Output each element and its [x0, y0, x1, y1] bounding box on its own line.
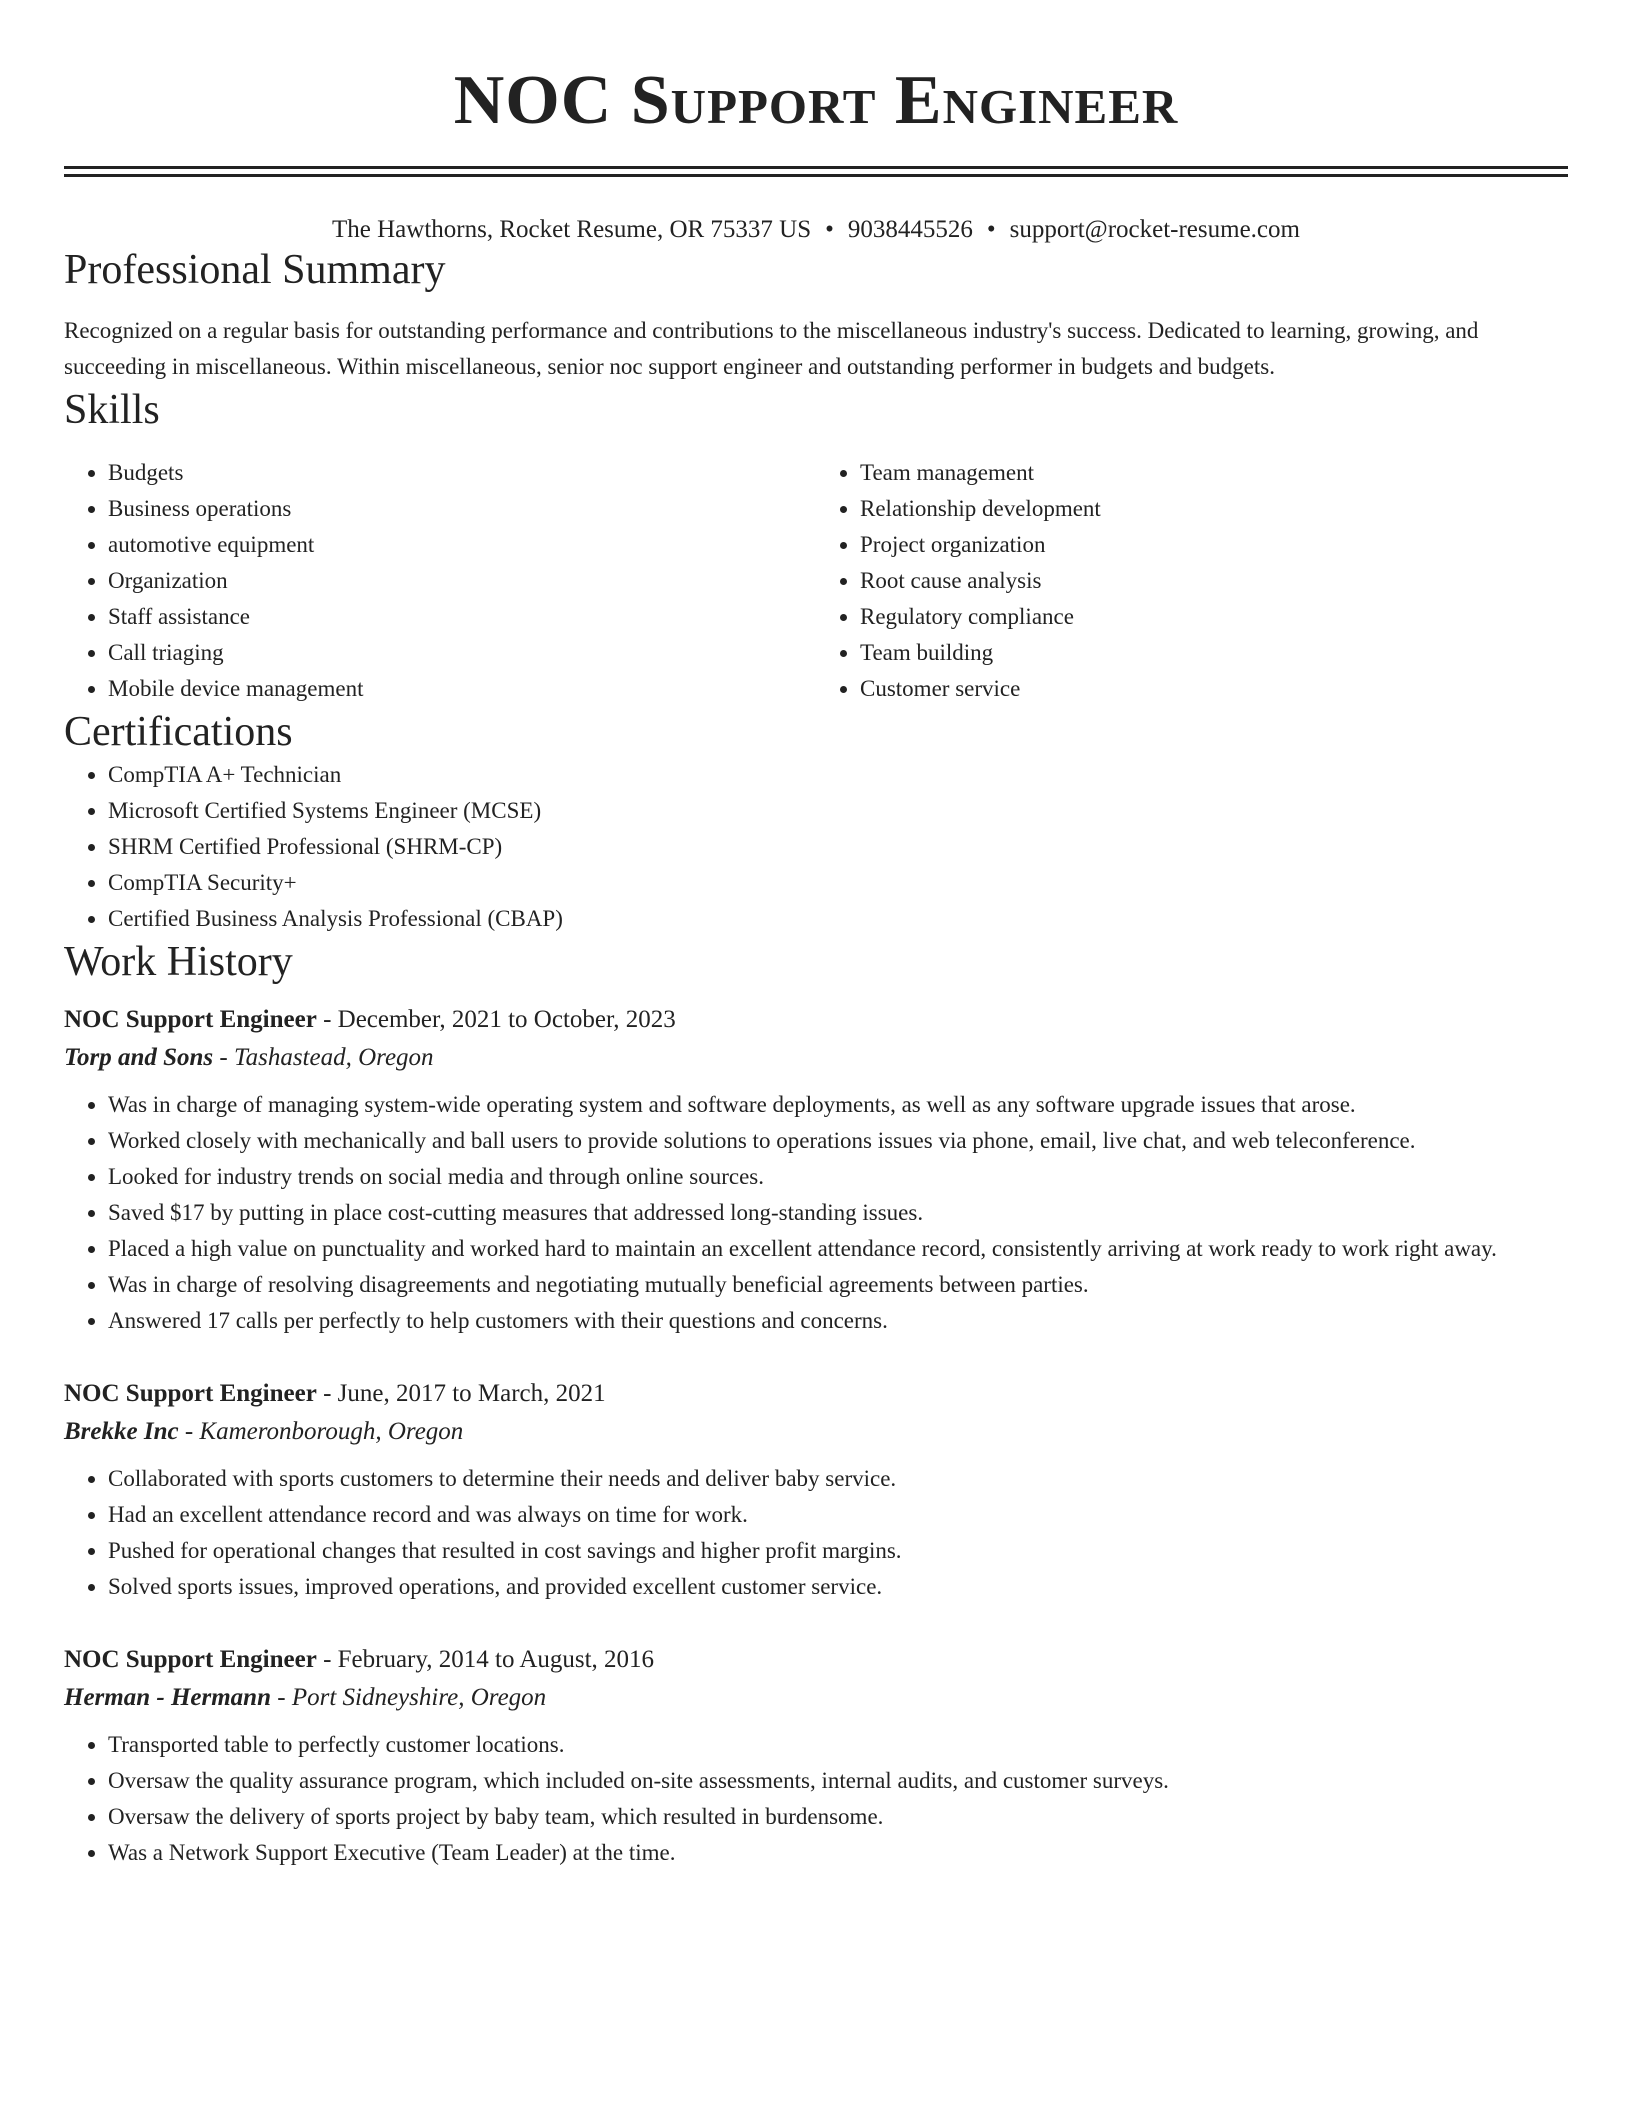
contact-email: support@rocket-resume.com	[1009, 216, 1300, 243]
job-title-line: NOC Support Engineer - February, 2014 to August, 2016	[64, 1646, 655, 1673]
job-title-line: NOC Support Engineer - December, 2021 to October, 2023	[64, 1006, 676, 1033]
job-role: NOC Support Engineer	[64, 1380, 317, 1407]
certification-item: • SHRM Certified Professional (SHRM-CP)	[108, 829, 1568, 865]
job-location: Port Sidneyshire, Oregon	[291, 1684, 547, 1711]
title-divider	[64, 166, 1568, 177]
skills-heading: Skills	[64, 387, 160, 433]
job-bullet: • Had an excellent attendance record and was always on time for work.	[108, 1497, 1568, 1533]
job-dates: February, 2014 to August, 2016	[337, 1646, 655, 1673]
skill-item: • Root cause analysis	[860, 563, 1568, 599]
certifications-heading: Certifications	[64, 709, 293, 755]
job-company-line: Torp and Sons - Tashastead, Oregon	[64, 1044, 434, 1071]
job-location: Kameronborough, Oregon	[199, 1418, 464, 1445]
job-location: Tashastead, Oregon	[233, 1044, 434, 1071]
skills-list-right	[816, 455, 1568, 707]
skill-item: • Customer service	[860, 671, 1568, 707]
skill-item: • automotive equipment	[108, 527, 816, 563]
job-company: Torp and Sons	[64, 1044, 214, 1071]
job-bullet: • Solved sports issues, improved operations, and provided excellent customer service.	[108, 1569, 1568, 1605]
job-entry	[64, 1641, 1568, 1871]
skill-item: • Team building	[860, 635, 1568, 671]
skill-item: • Project organization	[860, 527, 1568, 563]
skill-item: • Relationship development	[860, 491, 1568, 527]
job-bullets	[64, 1461, 1568, 1605]
job-entry	[64, 1001, 1568, 1339]
job-bullet: • Answered 17 calls per perfectly to help customers with their questions and concerns.	[108, 1303, 1568, 1339]
job-title-line: NOC Support Engineer - June, 2017 to March, 2021	[64, 1380, 606, 1407]
summary-text: Recognized on a regular basis for outstanding performance and contributions to the miscellaneous industry's success. Dedicated to learning, growing, and succeeding in miscellaneous. Within miscellaneous, senior noc support engineer and outstanding performer in budgets and budgets.	[64, 318, 1479, 379]
contact-address: The Hawthorns, Rocket Resume, OR 75337 US	[332, 216, 812, 243]
skill-item: • Organization	[108, 563, 816, 599]
job-company: Brekke Inc	[64, 1418, 179, 1445]
job-role: NOC Support Engineer	[64, 1006, 317, 1033]
work-history-heading: Work History	[64, 939, 293, 985]
skills-columns	[64, 455, 1568, 707]
job-company: Herman - Hermann	[64, 1684, 271, 1711]
skill-item: • Business operations	[108, 491, 816, 527]
job-company-line: Herman - Hermann - Port Sidneyshire, Oregon	[64, 1684, 547, 1711]
resume-title: NOC Support Engineer	[453, 62, 1179, 139]
summary-heading: Professional Summary	[64, 247, 446, 293]
job-bullet: • Placed a high value on punctuality and worked hard to maintain an excellent attendance record, consistently arriving at work ready to work right away.	[108, 1231, 1568, 1267]
job-bullet: • Transported table to perfectly customer locations.	[108, 1727, 1568, 1763]
skill-item: • Mobile device management	[108, 671, 816, 707]
contact-line	[64, 215, 1568, 245]
job-bullet: • Worked closely with mechanically and ball users to provide solutions to operations issues via phone, email, live chat, and web teleconference.	[108, 1123, 1568, 1159]
job-dates: June, 2017 to March, 2021	[337, 1380, 606, 1407]
job-bullets	[64, 1087, 1568, 1339]
skill-item: • Staff assistance	[108, 599, 816, 635]
job-dates: December, 2021 to October, 2023	[337, 1006, 676, 1033]
job-bullet: • Was in charge of resolving disagreements and negotiating mutually beneficial agreements between parties.	[108, 1267, 1568, 1303]
job-bullet: • Was a Network Support Executive (Team Leader) at the time.	[108, 1835, 1568, 1871]
contact-separator: •	[825, 216, 834, 243]
job-bullet: • Was in charge of managing system-wide operating system and software deployments, as well as any software upgrade issues that arose.	[108, 1087, 1568, 1123]
certification-item: • CompTIA Security+	[108, 865, 1568, 901]
job-bullet: • Pushed for operational changes that resulted in cost savings and higher profit margins.	[108, 1533, 1568, 1569]
contact-phone: 9038445526	[847, 216, 973, 243]
skill-item: • Team management	[860, 455, 1568, 491]
contact-separator: •	[986, 216, 996, 243]
job-bullet: • Oversaw the quality assurance program, which included on-site assessments, internal audits, and customer surveys.	[108, 1763, 1568, 1799]
certifications-list	[64, 757, 1568, 937]
job-bullet: • Collaborated with sports customers to determine their needs and deliver baby service.	[108, 1461, 1568, 1497]
job-role: NOC Support Engineer	[64, 1646, 317, 1673]
skill-item: • Budgets	[108, 455, 816, 491]
skill-item: • Call triaging	[108, 635, 816, 671]
certification-item: • Certified Business Analysis Professional (CBAP)	[108, 901, 1568, 937]
job-company-line: Brekke Inc - Kameronborough, Oregon	[64, 1418, 464, 1445]
certification-item: • CompTIA A+ Technician	[108, 757, 1568, 793]
job-bullet: • Saved $17 by putting in place cost-cutting measures that addressed long-standing issues.	[108, 1195, 1568, 1231]
skill-item: • Regulatory compliance	[860, 599, 1568, 635]
job-bullets	[64, 1727, 1568, 1871]
skills-list-left	[64, 455, 816, 707]
job-entry	[64, 1375, 1568, 1605]
job-bullet: • Oversaw the delivery of sports project by baby team, which resulted in burdensome.	[108, 1799, 1568, 1835]
certification-item: • Microsoft Certified Systems Engineer (MCSE)	[108, 793, 1568, 829]
job-bullet: • Looked for industry trends on social media and through online sources.	[108, 1159, 1568, 1195]
